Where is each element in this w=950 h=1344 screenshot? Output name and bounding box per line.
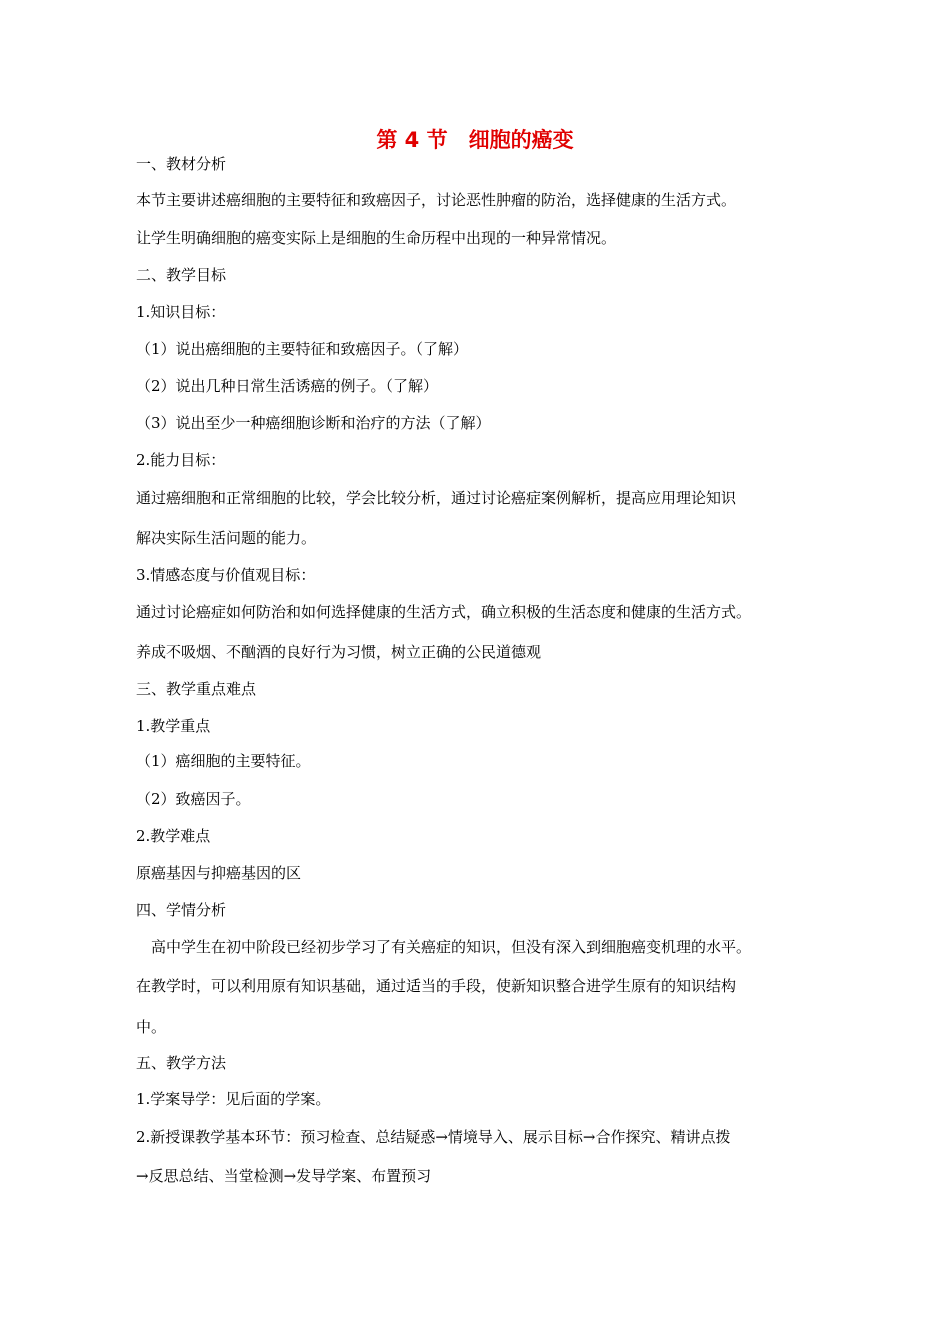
list-item: 2.新授课教学基本环节：预习检查、总结疑惑→情境导入、展示目标→合作探究、精讲点拨: [136, 1128, 731, 1146]
paragraph-line: 让学生明确细胞的癌变实际上是细胞的生命历程中出现的一种异常情况。: [136, 229, 617, 247]
paragraph-line: 中。: [136, 1018, 167, 1036]
paragraph-line: 在教学时，可以利用原有知识基础，通过适当的手段，使新知识整合进学生原有的知识结构: [136, 977, 737, 995]
subheading: 1.教学重点: [136, 717, 211, 735]
list-item: （2）致癌因子。: [136, 790, 251, 808]
subheading: 3.情感态度与价值观目标：: [136, 566, 316, 584]
paragraph-line: 养成不吸烟、不酗酒的良好行为习惯，树立正确的公民道德观: [136, 643, 542, 661]
paragraph-line: →反思总结、当堂检测→发导学案、布置预习: [136, 1167, 432, 1185]
section-heading: 四、学情分析: [136, 901, 227, 919]
paragraph-line: 通过癌细胞和正常细胞的比较，学会比较分析，通过讨论癌症案例解析，提高应用理论知识: [136, 489, 737, 507]
list-item: （2）说出几种日常生活诱癌的例子。（了解）: [136, 377, 439, 395]
section-heading: 三、教学重点难点: [136, 680, 257, 698]
list-item: （1）说出癌细胞的主要特征和致癌因子。（了解）: [136, 340, 469, 358]
section-heading: 五、教学方法: [136, 1054, 227, 1072]
list-item: 1.学案导学：见后面的学案。: [136, 1090, 331, 1108]
subheading: 2.教学难点: [136, 827, 211, 845]
section-heading: 二、教学目标: [136, 266, 227, 284]
list-item: （3）说出至少一种癌细胞诊断和治疗的方法（了解）: [136, 414, 491, 432]
paragraph-line: 高中学生在初中阶段已经初步学习了有关癌症的知识，但没有深入到细胞癌变机理的水平。: [136, 938, 752, 956]
subheading: 1.知识目标：: [136, 303, 226, 321]
paragraph-line: 通过讨论癌症如何防治和如何选择健康的生活方式，确立积极的生活态度和健康的生活方式。: [136, 603, 752, 621]
paragraph-line: 解决实际生活问题的能力。: [136, 529, 317, 547]
paragraph-line: 本节主要讲述癌细胞的主要特征和致癌因子，讨论恶性肿瘤的防治，选择健康的生活方式。: [136, 191, 737, 209]
subheading: 2.能力目标：: [136, 451, 226, 469]
list-item: （1）癌细胞的主要特征。: [136, 752, 311, 770]
section-heading: 一、教材分析: [136, 155, 227, 173]
page-title: 第 4 节 细胞的癌变: [376, 128, 574, 152]
paragraph-line: 原癌基因与抑癌基因的区: [136, 864, 302, 882]
